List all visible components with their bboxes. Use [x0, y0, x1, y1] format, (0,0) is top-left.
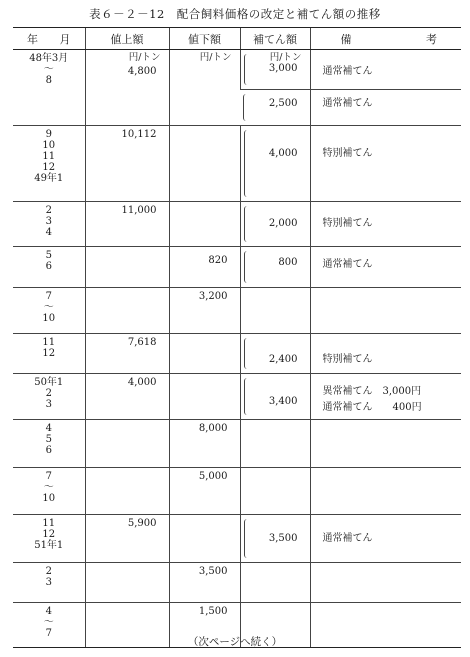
- continued-note: （次ページへ続く）: [187, 636, 283, 648]
- year-month-lines: [13, 126, 85, 184]
- bracket-mark: [244, 206, 250, 242]
- price-down-value: [170, 334, 240, 337]
- cell-year-month: [13, 50, 85, 126]
- cell-remarks: [310, 247, 461, 288]
- cell-subsidy: [240, 126, 310, 202]
- cell-subsidy: [240, 334, 310, 374]
- cell-price-down: [169, 202, 240, 247]
- cell-subsidy: [240, 90, 310, 126]
- bracket-mark: [243, 94, 249, 121]
- cell-subsidy: [240, 563, 310, 603]
- remark-line: 特別補てん: [322, 148, 373, 159]
- cell-year-month: [13, 515, 85, 563]
- year-month-lines: [13, 247, 85, 272]
- cell-price-down: [169, 563, 240, 603]
- table-row: [13, 247, 461, 288]
- cell-year-month: [13, 334, 85, 374]
- year-month-line: 49年1: [34, 173, 64, 184]
- subsidy-value: 3,000: [268, 63, 298, 74]
- year-month-line: ～: [43, 482, 54, 493]
- table-row: [13, 468, 461, 515]
- bracket-mark: [244, 130, 250, 197]
- remarks-lines: [311, 126, 462, 162]
- year-month-line: 3: [45, 216, 52, 227]
- cell-price-up: [85, 202, 169, 247]
- cell-price-down: [169, 50, 240, 126]
- cell-price-up: [85, 563, 169, 603]
- year-month-lines: [13, 202, 85, 238]
- year-month-line: 9: [45, 129, 52, 140]
- header-price-down: 値下額: [169, 28, 240, 50]
- remarks-lines: [311, 202, 462, 232]
- price-down-value: [170, 515, 240, 518]
- cell-price-up: [85, 247, 169, 288]
- year-month-line: 5: [45, 250, 52, 261]
- year-month-line: 51年1: [34, 540, 64, 551]
- remarks-lines: [311, 50, 462, 80]
- cell-price-down: [169, 288, 240, 334]
- year-month-line: 4: [45, 606, 52, 617]
- year-month-line: ～: [43, 302, 54, 313]
- cell-price-down: [169, 515, 240, 563]
- year-month-line: 11: [42, 518, 56, 529]
- year-month-lines: [13, 563, 85, 588]
- price-down-value: 5,000: [198, 471, 228, 482]
- cell-year-month: [13, 126, 85, 202]
- cell-remarks: [310, 90, 461, 126]
- year-month-line: 12: [42, 162, 56, 173]
- price-up-value: 4,800: [127, 66, 157, 77]
- year-month-lines: [13, 374, 85, 410]
- header-row: [13, 28, 461, 50]
- year-month-lines: [13, 334, 85, 359]
- cell-price-down: [169, 374, 240, 420]
- cell-remarks: [310, 515, 461, 563]
- table-row: [13, 334, 461, 374]
- price-down-value: [170, 126, 240, 129]
- cell-remarks: [310, 126, 461, 202]
- year-month-lines: [13, 50, 85, 86]
- cell-price-up: [85, 420, 169, 468]
- price-down-value: 820: [208, 255, 228, 266]
- year-month-line: 7: [45, 628, 52, 639]
- year-month-line: 12: [42, 348, 56, 359]
- table-row: [13, 50, 461, 90]
- remark-line: 通常補てん 400円: [322, 402, 422, 413]
- remarks-lines: [311, 247, 462, 273]
- cell-price-up: [85, 334, 169, 374]
- header-remarks: 備 考: [310, 28, 461, 50]
- remarks-lines: [311, 334, 462, 368]
- cell-year-month: [13, 247, 85, 288]
- price-up-value: [86, 420, 169, 423]
- year-month-line: 4: [45, 423, 52, 434]
- year-month-line: ～: [43, 617, 54, 628]
- year-month-line: 11: [42, 151, 56, 162]
- year-month-line: 50年1: [34, 377, 64, 388]
- cell-year-month: [13, 468, 85, 515]
- cell-remarks: [310, 334, 461, 374]
- price-up-value: 4,000: [127, 377, 157, 388]
- cell-year-month: [13, 374, 85, 420]
- cell-price-up: [85, 468, 169, 515]
- cell-price-up: [85, 50, 169, 126]
- price-down-value: 3,500: [198, 566, 228, 577]
- bracket-mark: [244, 54, 250, 85]
- cell-remarks: [310, 563, 461, 603]
- year-month-line: 3: [45, 399, 52, 410]
- cell-subsidy: [240, 50, 310, 90]
- bracket-mark: [244, 338, 250, 369]
- subsidy-value: 2,500: [268, 98, 298, 109]
- cell-remarks: [310, 374, 461, 420]
- year-month-line: 12: [42, 529, 56, 540]
- unit-label: 円/トン: [128, 52, 161, 63]
- remark-line: 特別補てん: [322, 354, 373, 365]
- price-down-value: 3,200: [198, 291, 228, 302]
- subsidy-value: 800: [278, 257, 298, 268]
- header-price-up: 値上額: [85, 28, 169, 50]
- price-up-value: 10,112: [121, 129, 157, 140]
- price-up-value: [86, 563, 169, 566]
- remark-line: 異常補てん 3,000円: [322, 386, 422, 397]
- unit-label: 円/トン: [199, 52, 232, 63]
- year-month-line: 7: [45, 471, 52, 482]
- price-up-value: [86, 603, 169, 606]
- year-month-line: 11: [42, 337, 56, 348]
- table-row: [13, 202, 461, 247]
- year-month-line: 10: [42, 493, 56, 504]
- remarks-lines: [311, 374, 462, 416]
- cell-subsidy: [240, 515, 310, 563]
- cell-subsidy: [240, 247, 310, 288]
- cell-subsidy: [240, 420, 310, 468]
- subsidy-value: 3,400: [268, 396, 298, 407]
- table-row: [13, 563, 461, 603]
- year-month-line: 6: [45, 261, 52, 272]
- cell-price-down: [169, 126, 240, 202]
- year-month-line: 5: [45, 434, 52, 445]
- cell-remarks: [310, 50, 461, 90]
- cell-year-month: [13, 563, 85, 603]
- table-row: [13, 126, 461, 202]
- price-down-value: 1,500: [198, 606, 228, 617]
- cell-price-up: [85, 515, 169, 563]
- price-up-value: 5,900: [127, 518, 157, 529]
- cell-year-month: [13, 202, 85, 247]
- year-month-lines: [13, 420, 85, 456]
- cell-price-up: [85, 126, 169, 202]
- bracket-mark: [244, 519, 250, 558]
- bracket-mark: [244, 251, 250, 283]
- header-year-month: 年 月: [13, 28, 85, 50]
- remark-line: 通常補てん: [322, 259, 373, 270]
- cell-subsidy: [240, 374, 310, 420]
- year-month-line: 10: [42, 140, 56, 151]
- price-down-value: 8,000: [198, 423, 228, 434]
- year-month-line: 3: [45, 577, 52, 588]
- table-row: [13, 374, 461, 420]
- table-row: [13, 288, 461, 334]
- header-subsidy: 補てん額: [240, 28, 310, 50]
- cell-subsidy: [240, 468, 310, 515]
- year-month-line: 2: [45, 388, 52, 399]
- cell-remarks: [310, 420, 461, 468]
- unit-label: 円/トン: [269, 52, 302, 63]
- subsidy-value: 4,000: [268, 148, 298, 159]
- year-month-line: ～: [43, 64, 54, 75]
- cell-remarks: [310, 288, 461, 334]
- price-up-value: [86, 468, 169, 471]
- year-month-lines: [13, 468, 85, 504]
- table-title: 表６－２－12 配合飼料価格の改定と補てん額の推移: [89, 7, 381, 21]
- cell-price-down: [169, 247, 240, 288]
- price-up-value: 11,000: [121, 205, 157, 216]
- cell-price-down: [169, 468, 240, 515]
- cell-year-month: [13, 420, 85, 468]
- price-up-value: [86, 288, 169, 291]
- bracket-mark: [244, 378, 250, 415]
- cell-price-down: [169, 334, 240, 374]
- remarks-lines: [311, 515, 462, 547]
- price-table: [13, 27, 461, 648]
- remark-line: 通常補てん: [322, 533, 373, 544]
- year-month-line: 2: [45, 205, 52, 216]
- price-up-value: [86, 247, 169, 250]
- year-month-line: 8: [45, 75, 52, 86]
- year-month-lines: [13, 288, 85, 324]
- table-row: [13, 515, 461, 563]
- year-month-line: 10: [42, 313, 56, 324]
- remark-line: 特別補てん: [322, 218, 373, 229]
- cell-price-up: [85, 288, 169, 334]
- year-month-lines: [13, 515, 85, 551]
- cell-remarks: [310, 202, 461, 247]
- year-month-line: 7: [45, 291, 52, 302]
- remarks-lines: [311, 90, 462, 112]
- subsidy-value: 2,400: [268, 354, 298, 365]
- year-month-line: 4: [45, 227, 52, 238]
- table-row: [13, 420, 461, 468]
- cell-price-up: [85, 374, 169, 420]
- cell-subsidy: [240, 288, 310, 334]
- cell-price-down: [169, 420, 240, 468]
- cell-remarks: [310, 468, 461, 515]
- year-month-line: 48年3月: [29, 53, 69, 64]
- subsidy-value: 3,500: [268, 533, 298, 544]
- price-down-value: [170, 374, 240, 377]
- remark-line: 通常補てん: [322, 66, 373, 77]
- remark-line: 通常補てん: [322, 98, 373, 109]
- price-down-value: [170, 63, 240, 66]
- year-month-line: 2: [45, 566, 52, 577]
- cell-year-month: [13, 288, 85, 334]
- year-month-line: 6: [45, 445, 52, 456]
- subsidy-value: 2,000: [268, 218, 298, 229]
- price-up-value: 7,618: [127, 337, 157, 348]
- price-down-value: [170, 202, 240, 205]
- cell-subsidy: [240, 202, 310, 247]
